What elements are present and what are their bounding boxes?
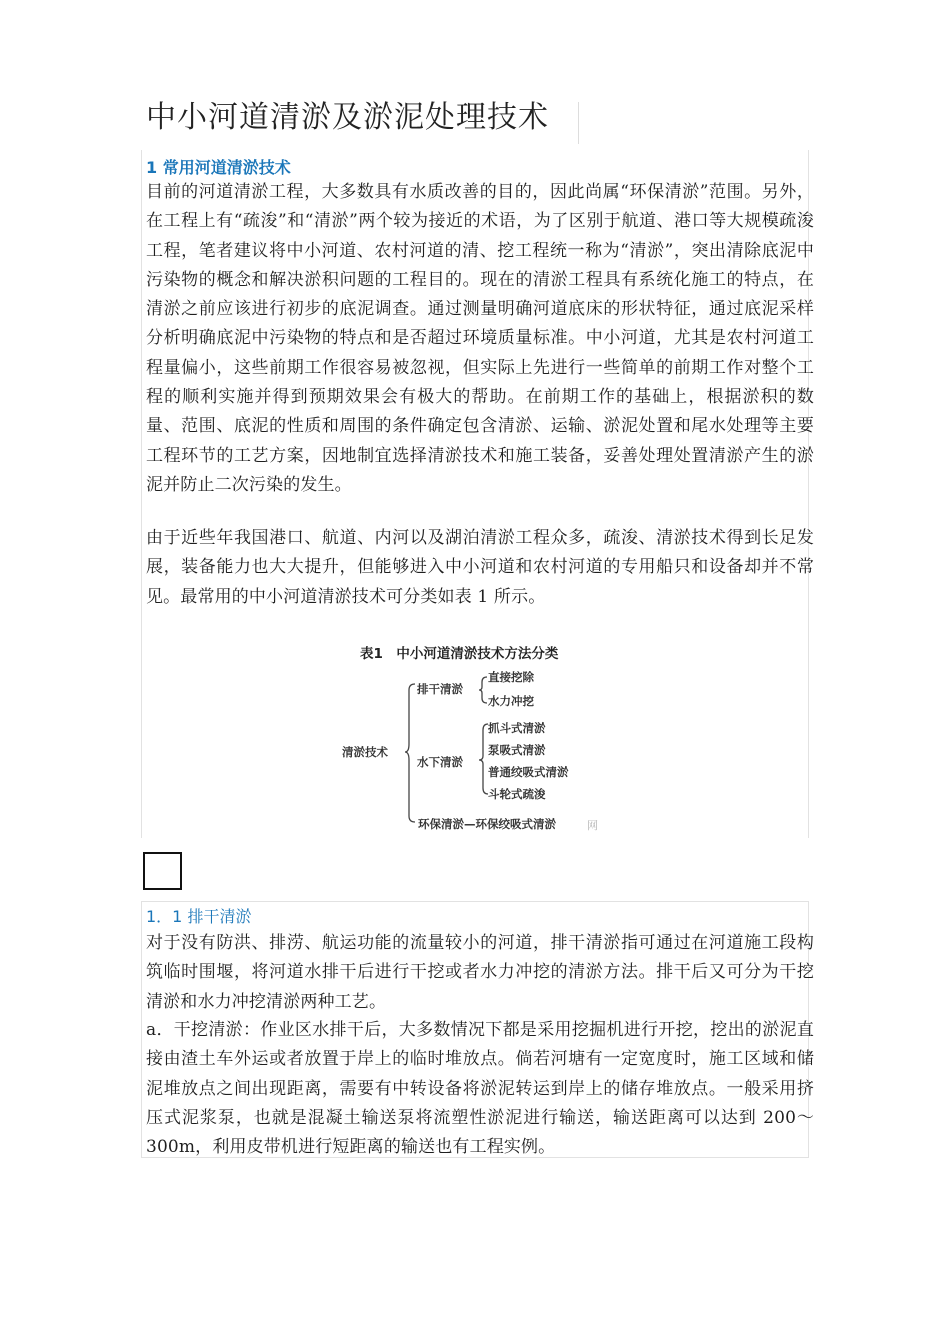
- section-1-1-paragraph-1: 对于没有防洪、排涝、航运功能的流量较小的河道，排干清淤指可通过在河道施工段构筑临时围堰，将河道水排干后进行干挖或者水力冲挖的清淤方法。排干后又可分为干挖清淤和水力冲挖清淤两种工艺。: [146, 933, 814, 1012]
- table-1-root-label: 清淤技术: [342, 745, 388, 759]
- section-1-paragraph-2: 由于近些年我国港口、航道、内河以及湖泊清淤工程众多，疏浚、清淤技术得到长足发展，装备能力也大大提升，但能够进入中小河道和农村河道的专用船只和设备却并不常见。最常用的中小河道清淤技术可分类如表 1 所示。: [146, 528, 814, 607]
- section-1-1-paragraph-2: a．干挖清淤：作业区水排干后，大多数情况下都是采用挖掘机进行开挖，挖出的淤泥直接由渣土车外运或者放置于岸上的临时堆放点。倘若河塘有一定宽度时，施工区域和储泥堆放点之间出现距离，需要有中转设备将淤泥转运到岸上的储存堆放点。一般采用挤压式泥浆泵，也就是混凝土输送泵将流塑性淤泥进行输送，输送距离可以达到 200～300m，利用皮带机进行短距离的输送也有工程实例。: [146, 1020, 814, 1158]
- branch-drain-bracket: [479, 677, 487, 703]
- branch-underwater-label: 水下清淤: [417, 755, 463, 769]
- drain-item-1: 直接挖除: [488, 670, 534, 684]
- branch-underwater-bracket: [479, 724, 488, 794]
- branch-drain-label: 排干清淤: [417, 682, 463, 696]
- table-1-caption: 表1 中小河道清淤技术方法分类: [360, 646, 559, 662]
- title-divider: [578, 102, 579, 144]
- root-bracket: [405, 684, 415, 822]
- section-1-1-heading: 1．1 排干清淤: [146, 907, 252, 926]
- table-watermark: 网: [587, 819, 598, 832]
- empty-checkbox-square: [143, 852, 182, 890]
- underwater-item-4: 斗轮式疏浚: [488, 787, 546, 801]
- underwater-item-3: 普通绞吸式清淤: [488, 765, 569, 779]
- underwater-item-2: 泵吸式清淤: [488, 743, 546, 757]
- section-1-paragraph-1: 目前的河道清淤工程，大多数具有水质改善的目的，因此尚属“环保清淤”范围。另外，在工程上有“疏浚”和“清淤”两个较为接近的术语，为了区别于航道、港口等大规模疏浚工程，笔者建议将中小河道、农村河道的清、挖工程统一称为“清淤”，突出清除底泥中污染物的概念和解决淤积问题的工程目的。现在的清淤工程具有系统化施工的特点，在清淤之前应该进行初步的底泥调查。通过测量明确河道底床的形状特征，通过底泥采样分析明确底泥中污染物的特点和是否超过环境质量标准。中小河道，尤其是农村河道工程量偏小，这些前期工作很容易被忽视，但实际上先进行一些简单的前期工作对整个工程的顺利实施并得到预期效果会有极大的帮助。在前期工作的基础上，根据淤积的数量、范围、底泥的性质和周围的条件确定包含清淤、运输、淤泥处置和尾水处理等主要工程环节的工艺方案，因地制宜选择清淤技术和施工装备，妥善处理处置清淤产生的淤泥并防止二次污染的发生。: [146, 182, 814, 495]
- table-1-image: [339, 636, 612, 836]
- branch-eco-label: 环保清淤—环保绞吸式清淤: [418, 817, 556, 831]
- section-1-heading: 1 常用河道清淤技术: [146, 158, 291, 177]
- drain-item-2: 水力冲挖: [488, 694, 534, 708]
- document-title: 中小河道清淤及淤泥处理技术: [146, 100, 549, 135]
- underwater-item-1: 抓斗式清淤: [488, 721, 546, 735]
